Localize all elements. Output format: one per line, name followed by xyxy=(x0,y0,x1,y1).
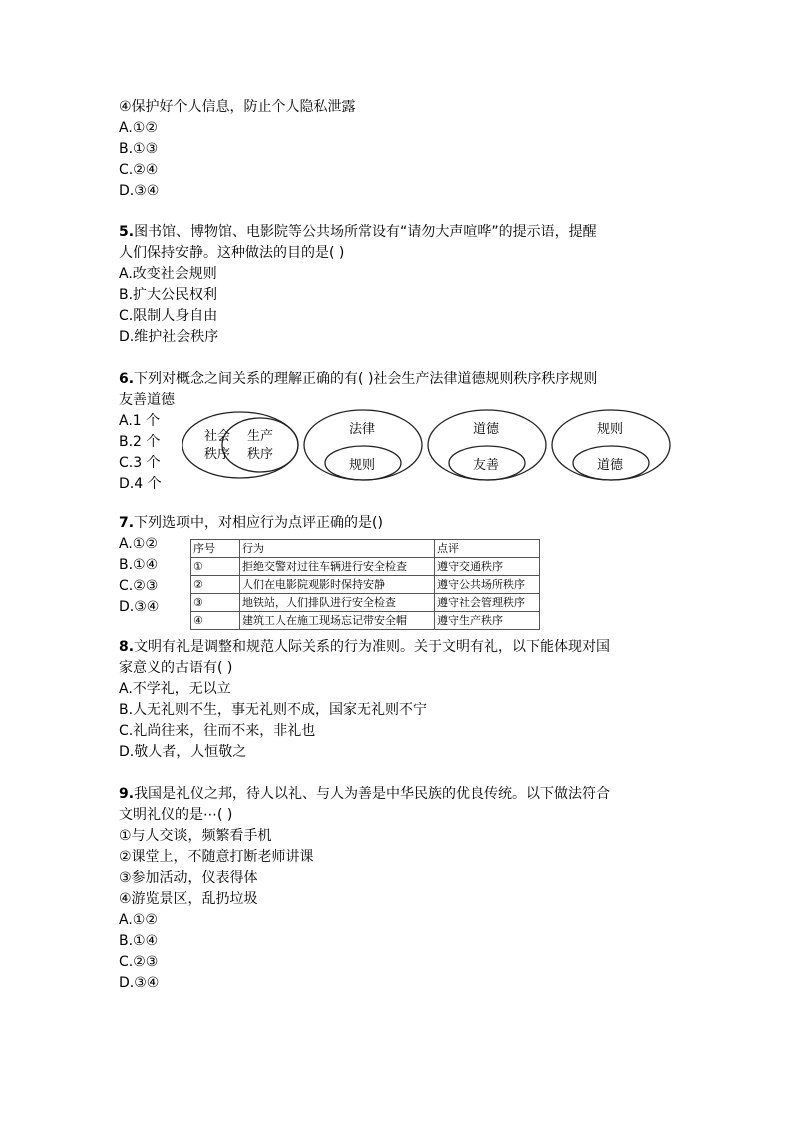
statement-2: ②课堂上，不随意打断老师讲课 xyxy=(119,849,314,865)
question-text: 我国是礼仪之邦，待人以礼、与人为善是中华民族的优良传统。以下做法符合 xyxy=(134,786,611,802)
inner-label: 规则 xyxy=(349,458,376,473)
table-cell: 地铁站，人们排队进行安全检查 xyxy=(240,594,435,612)
option-b: B.①③ xyxy=(119,141,159,157)
question-9-cont: 文明礼仪的是⋯( ) xyxy=(119,807,233,823)
option-c: C.②③ xyxy=(119,578,159,594)
option-d: D.敬人者，人恒敬之 xyxy=(119,744,247,760)
concept-diagram xyxy=(182,405,672,485)
outer-label: 秩序 xyxy=(204,447,231,462)
question-text: 下列对概念之间关系的理解正确的有( )社会生产法律道德规则秩序秩序规则 xyxy=(134,371,598,387)
diagram-2 xyxy=(304,410,422,480)
outer-label: 法律 xyxy=(349,422,376,437)
table-row xyxy=(191,612,540,630)
option-a: A.①② xyxy=(119,912,158,928)
question-text: 文明有礼是调整和规范人际关系的行为准则。关于文明有礼，以下能体现对国 xyxy=(134,639,611,655)
outer-label: 社会 xyxy=(204,429,231,444)
option-c: C.礼尚往来，往而不来，非礼也 xyxy=(119,723,316,739)
option-a: A.①② xyxy=(119,120,158,136)
table-cell: 人们在电影院观影时保持安静 xyxy=(240,576,435,594)
table-row xyxy=(191,558,540,576)
inner-label: 生产 xyxy=(247,429,274,444)
table-row xyxy=(191,576,540,594)
table-cell: 建筑工人在施工现场忘记带安全帽 xyxy=(240,612,435,630)
question-5-cont: 人们保持安静。这种做法的目的是( ) xyxy=(119,245,345,261)
concept-diagram-svg xyxy=(182,405,672,485)
question-8-cont: 家意义的古语有( ) xyxy=(119,660,233,676)
statement-4: ④游览景区，乱扔垃圾 xyxy=(119,891,258,907)
option-c: C.②④ xyxy=(119,162,159,178)
option-c: C.3 个 xyxy=(119,455,161,471)
question-8 xyxy=(119,637,610,657)
inner-label: 友善 xyxy=(473,458,500,473)
option-a: A.①② xyxy=(119,536,158,552)
outer-label: 道德 xyxy=(473,422,500,437)
option-d: D.③④ xyxy=(119,183,160,199)
table-cell: 遵守生产秩序 xyxy=(435,612,540,630)
option-c: C.限制人身自由 xyxy=(119,308,218,324)
table-cell: 遵守交通秩序 xyxy=(435,558,540,576)
table-cell: 拒绝交警对过往车辆进行安全检查 xyxy=(240,558,435,576)
table-cell: 遵守公共场所秩序 xyxy=(435,576,540,594)
question-text: 图书馆、博物馆、电影院等公共场所常设有“请勿大声喧哗”的提示语，提醒 xyxy=(134,224,597,240)
option-a: A.改变社会规则 xyxy=(119,266,217,282)
table-cell: ④ xyxy=(191,612,240,630)
option-a: A.不学礼，无以立 xyxy=(119,681,231,697)
question-number: 9. xyxy=(119,786,135,802)
statement-4: ④保护好个人信息，防止个人隐私泄露 xyxy=(119,99,356,115)
option-b: B.2 个 xyxy=(119,434,161,450)
option-d: D.③④ xyxy=(119,599,160,615)
option-b: B.①④ xyxy=(119,557,159,573)
table-cell: ② xyxy=(191,576,240,594)
diagram-1 xyxy=(182,412,298,478)
statement-1: ①与人交谈，频繁看手机 xyxy=(119,828,272,844)
question-text: 下列选项中，对相应行为点评正确的是() xyxy=(134,515,383,531)
question-6 xyxy=(119,369,597,389)
option-b: B.人无礼则不生，事无礼则不成，国家无礼则不宁 xyxy=(119,702,428,718)
question-number: 6. xyxy=(119,371,135,387)
option-d: D.③④ xyxy=(119,975,160,991)
inner-label: 道德 xyxy=(597,458,624,473)
option-b: B.扩大公民权利 xyxy=(119,287,218,303)
question-9 xyxy=(119,784,610,804)
question-7 xyxy=(119,513,383,533)
question-number: 7. xyxy=(119,515,135,531)
statement-3: ③参加活动，仪表得体 xyxy=(119,870,258,886)
table-cell: ① xyxy=(191,558,240,576)
outer-label: 规则 xyxy=(597,422,624,437)
diagram-4 xyxy=(552,410,670,480)
table-header: 序号 xyxy=(191,540,240,558)
question-number: 8. xyxy=(119,639,135,655)
option-c: C.②③ xyxy=(119,954,159,970)
option-d: D.维护社会秩序 xyxy=(119,329,219,345)
inner-label: 秩序 xyxy=(247,447,274,462)
question-5 xyxy=(119,222,597,242)
behavior-table xyxy=(190,539,540,630)
option-a: A.1 个 xyxy=(119,413,161,429)
question-6-cont: 友善道德 xyxy=(119,392,175,408)
option-d: D.4 个 xyxy=(119,476,162,492)
table-row xyxy=(191,594,540,612)
diagram-3 xyxy=(428,410,546,480)
table-cell: ③ xyxy=(191,594,240,612)
table-header: 行为 xyxy=(240,540,435,558)
question-number: 5. xyxy=(119,224,135,240)
option-b: B.①④ xyxy=(119,933,159,949)
inner-ellipse xyxy=(222,418,298,472)
table-cell: 遵守社会管理秩序 xyxy=(435,594,540,612)
table-header-row xyxy=(191,540,540,558)
table-header: 点评 xyxy=(435,540,540,558)
